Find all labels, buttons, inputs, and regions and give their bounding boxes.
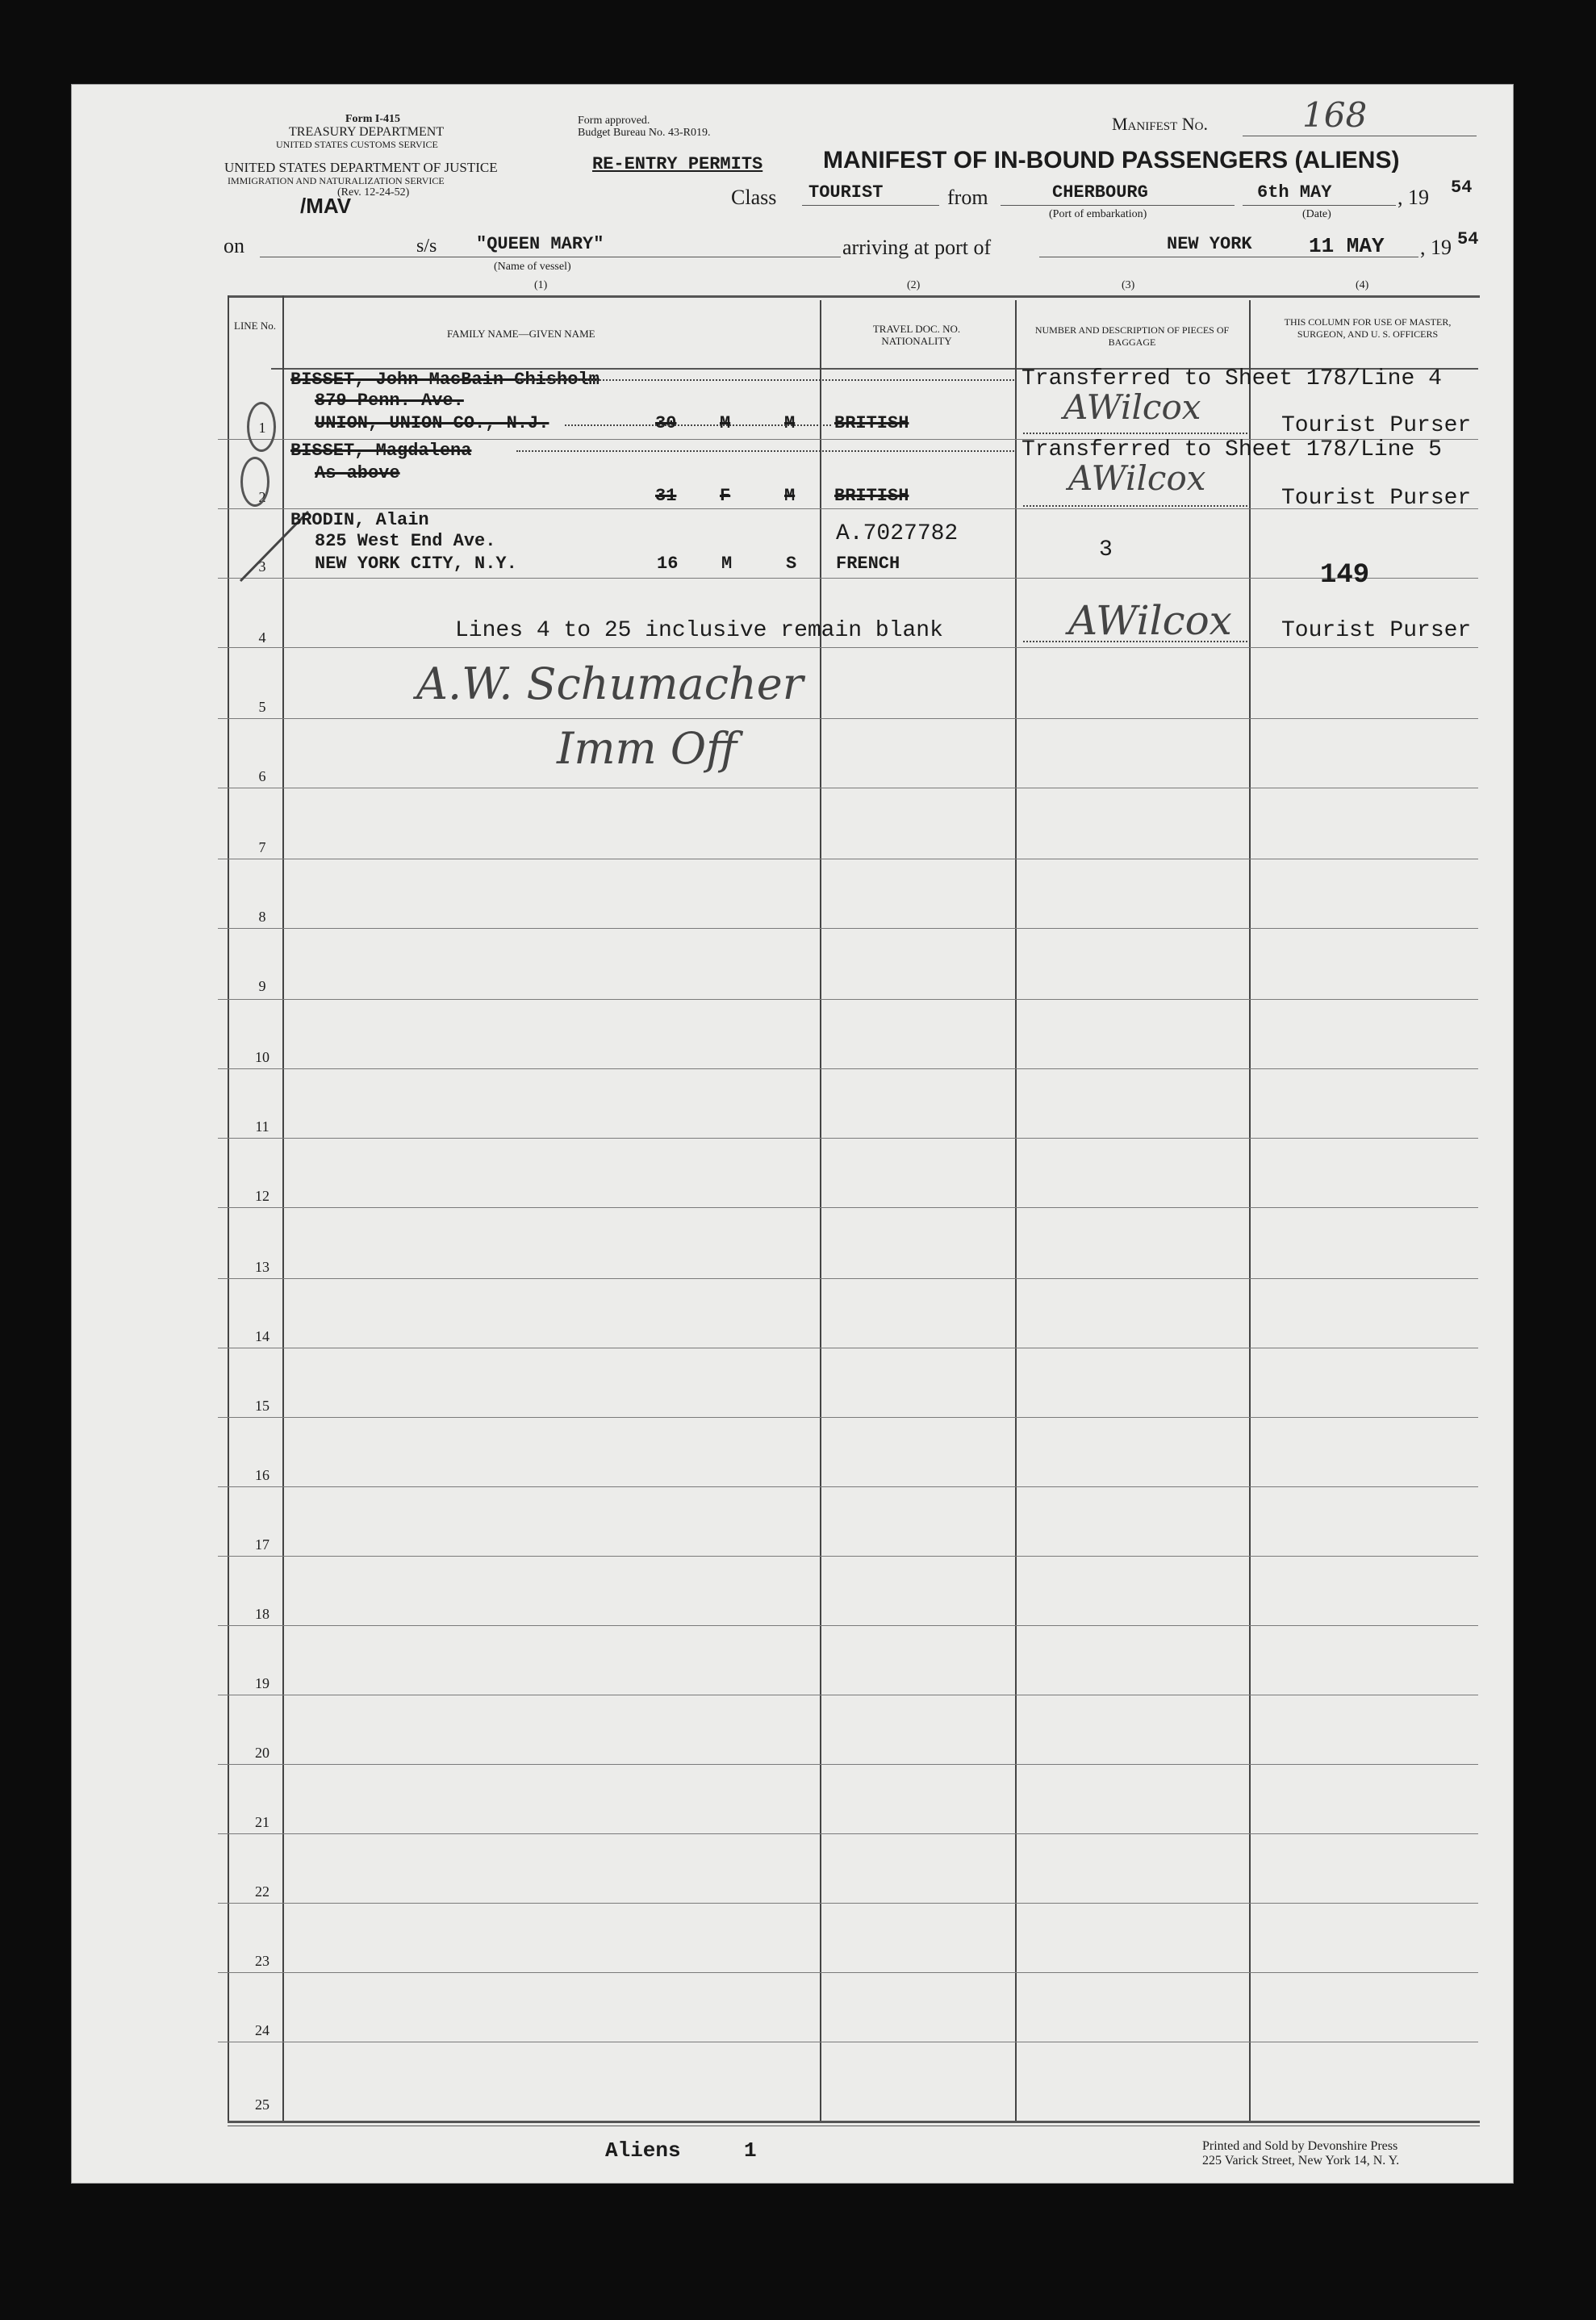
line-number: 20 [255, 1745, 269, 1761]
header-name: FAMILY NAME—GIVEN NAME [447, 328, 595, 340]
line-number: 2 [258, 489, 266, 505]
row-rule [218, 1556, 1478, 1557]
year-value: 54 [1451, 178, 1473, 198]
entry1-city: UNION, UNION CO., N.J. [315, 413, 549, 433]
treasury-dept: TREASURY DEPARTMENT [289, 125, 445, 139]
entry1-nationality: BRITISH [834, 413, 909, 433]
col-rule-officers [1249, 300, 1251, 2121]
row-rule [218, 928, 1478, 929]
entry2-purser: Tourist Purser [1281, 486, 1472, 511]
entry2-status: M [784, 486, 796, 506]
line-number: 1 [258, 420, 266, 436]
class-rule [802, 205, 939, 206]
arrival-year-prefix: , 19 [1420, 236, 1452, 259]
ins-service: IMMIGRATION AND NATURALIZATION SERVICE [228, 175, 445, 186]
line4-note: Lines 4 to 25 inclusive remain blank [455, 618, 943, 643]
budget-bureau: Budget Bureau No. 43-R019. [578, 127, 711, 139]
line-number: 5 [258, 699, 266, 715]
form-approved: Form approved. [578, 115, 650, 127]
entry3-status: S [786, 554, 797, 574]
year-prefix: , 19 [1398, 186, 1429, 209]
line-number: 22 [255, 1883, 269, 1900]
printer-line-2: 225 Varick Street, New York 14, N. Y. [1202, 2154, 1400, 2167]
entry2-nationality: BRITISH [834, 486, 909, 506]
ss-label: s/s [416, 236, 437, 257]
entry1-sex: M [720, 413, 731, 433]
header-line-no: LINE No. [234, 320, 276, 332]
vessel-name: "QUEEN MARY" [476, 234, 604, 254]
entry3-officer-number: 149 [1320, 560, 1370, 591]
line-number: 10 [255, 1049, 269, 1065]
row-rule [218, 1278, 1478, 1279]
col-rule-baggage [1015, 300, 1017, 2121]
line-number: 21 [255, 1814, 269, 1830]
entry2-initials: AWilcox [1068, 458, 1206, 498]
entry1-transfer: Transferred to Sheet 178/Line 4 [1022, 366, 1442, 391]
header-officers: THIS COLUMN FOR USE OF MASTER, SURGEON, AND U. S. OFFICERS [1284, 316, 1452, 340]
row-rule [218, 647, 1478, 648]
line-number: 16 [255, 1467, 269, 1483]
customs-service: UNITED STATES CUSTOMS SERVICE [276, 139, 438, 150]
line-number: 17 [255, 1536, 269, 1553]
arrival-port: NEW YORK [1167, 234, 1252, 254]
column-marker: (2) [907, 279, 921, 291]
col-rule-travel [820, 300, 821, 2121]
entry3-name: BRODIN, Alain [290, 510, 429, 530]
row-rule [218, 1764, 1478, 1765]
reentry-permits: RE-ENTRY PERMITS [592, 154, 763, 174]
entry3-sex: M [721, 554, 733, 574]
from-label: from [947, 186, 988, 209]
row-rule [218, 1972, 1478, 1973]
entry3-age: 16 [657, 554, 679, 574]
line4-initials: AWilcox [1068, 597, 1232, 644]
arriving-label: arriving at port of [842, 236, 992, 259]
class-value: TOURIST [808, 182, 884, 203]
mav-mark: /MAV [300, 194, 352, 218]
form-number: Form I-415 [345, 113, 401, 125]
line-number: 12 [255, 1188, 269, 1204]
table-bottom-rule [228, 2121, 1480, 2123]
class-label: Class [731, 186, 777, 209]
entry1-purser: Tourist Purser [1281, 413, 1472, 438]
from-value: CHERBOURG [1052, 182, 1148, 203]
circle-mark [247, 402, 276, 452]
row-rule [218, 1138, 1478, 1139]
officer-title: Imm Off [557, 723, 737, 774]
date-caption: (Date) [1302, 208, 1331, 220]
date-rule [1243, 205, 1396, 206]
column-marker: (1) [534, 279, 548, 291]
manifest-sheet [71, 84, 1514, 2184]
row-rule [218, 1625, 1478, 1626]
strike-dashes [516, 450, 1017, 452]
on-label: on [224, 234, 244, 257]
entry2-age: 31 [655, 486, 677, 506]
row-rule [218, 1068, 1478, 1069]
column-marker: (4) [1356, 279, 1369, 291]
line-number: 3 [258, 558, 266, 575]
strike-dashes [565, 424, 831, 426]
row-rule [218, 718, 1478, 719]
line-number: 4 [258, 629, 266, 646]
entry3-travel-doc: A.7027782 [836, 521, 959, 546]
table-top-rule [228, 295, 1480, 298]
line-number: 13 [255, 1259, 269, 1275]
entry2-sex: F [720, 486, 731, 506]
header-travel: TRAVEL DOC. NO. NATIONALITY [872, 323, 961, 347]
row-rule [218, 999, 1478, 1000]
line-number: 15 [255, 1398, 269, 1414]
row-rule [218, 1417, 1478, 1418]
entry3-baggage: 3 [1099, 537, 1113, 562]
line-number: 8 [258, 909, 266, 925]
line-number: 23 [255, 1953, 269, 1969]
row-rule [218, 578, 1478, 579]
row-rule [218, 1207, 1478, 1208]
line-number: 14 [255, 1328, 269, 1344]
entry1-name: BISSET, John MacBain Chisholm [290, 370, 600, 390]
line-number: 9 [258, 978, 266, 994]
revision: (Rev. 12-24-52) [337, 186, 410, 199]
entry2-address: As above [315, 463, 400, 483]
table-left-rule [228, 295, 229, 2121]
line-number: 25 [255, 2096, 269, 2113]
entry1-address: 879 Penn. Ave. [315, 391, 464, 411]
row-rule [218, 1486, 1478, 1487]
arrival-date: 11 MAY [1309, 234, 1385, 258]
justice-dept: UNITED STATES DEPARTMENT OF JUSTICE [224, 160, 498, 175]
header-baggage: NUMBER AND DESCRIPTION OF PIECES OF BAGGAGE [1034, 324, 1230, 348]
line-number: 7 [258, 839, 266, 855]
entry3-city: NEW YORK CITY, N.Y. [315, 554, 517, 574]
line-number: 6 [258, 768, 266, 784]
aliens-label: Aliens [605, 2138, 681, 2163]
arrival-year: 54 [1457, 229, 1479, 249]
line-number: 11 [255, 1118, 269, 1135]
manifest-number: 168 [1302, 95, 1368, 135]
from-rule [1001, 205, 1235, 206]
entry3-address: 825 West End Ave. [315, 531, 496, 551]
entry3-nationality: FRENCH [836, 554, 900, 574]
column-marker: (3) [1122, 279, 1135, 291]
manifest-no-label: Manifest No. [1112, 114, 1208, 134]
port-caption: (Port of embarkation) [1049, 208, 1147, 220]
line-number: 19 [255, 1675, 269, 1691]
aliens-count: 1 [744, 2138, 757, 2163]
entry2-transfer: Transferred to Sheet 178/Line 5 [1022, 437, 1442, 462]
row-rule [218, 1833, 1478, 1834]
printer-line-1: Printed and Sold by Devonshire Press [1202, 2139, 1398, 2153]
signature-dots [1023, 505, 1247, 507]
manifest-title: MANIFEST OF IN-BOUND PASSENGERS (ALIENS) [823, 147, 1400, 173]
entry1-initials: AWilcox [1063, 387, 1201, 427]
row-rule [218, 1903, 1478, 1904]
strike-dashes [516, 379, 1017, 381]
line-number: 24 [255, 2022, 269, 2038]
entry2-name: BISSET, Magdalena [290, 441, 472, 461]
officer-signature: A.W. Schumacher [416, 658, 804, 709]
entry1-age: 30 [655, 413, 677, 433]
signature-dots [1023, 433, 1247, 434]
line-number: 18 [255, 1606, 269, 1622]
vessel-caption: (Name of vessel) [494, 261, 571, 273]
circle-mark [240, 457, 269, 507]
line4-purser: Tourist Purser [1281, 618, 1472, 643]
entry1-status: M [784, 413, 796, 433]
date-value: 6th MAY [1257, 182, 1332, 203]
